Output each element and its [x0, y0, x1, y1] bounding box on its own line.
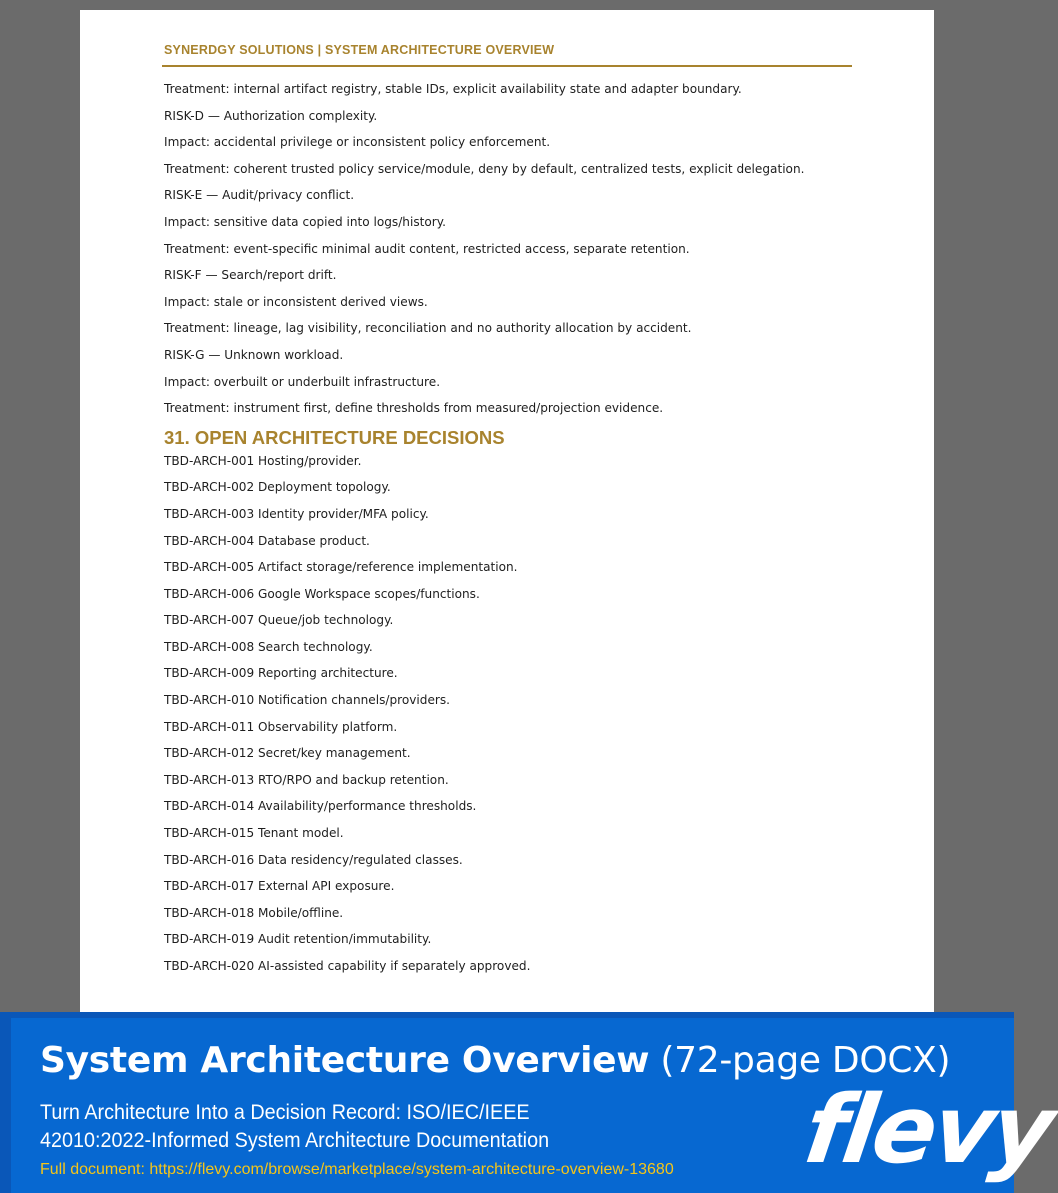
decision-line: TBD-ARCH-012 Secret/key management.: [164, 746, 411, 761]
risk-line: Impact: sensitive data copied into logs/history.: [164, 214, 447, 229]
decision-line: TBD-ARCH-006 Google Workspace scopes/functions.: [164, 586, 480, 601]
decision-line: TBD-ARCH-011 Observability platform.: [164, 719, 398, 734]
banner-subtitle: Turn Architecture Into a Decision Record: ISO/IEC/IEEE 42010:2022-Informed System Architecture Documentation: [40, 1100, 550, 1152]
decision-line: TBD-ARCH-008 Search technology.: [164, 639, 373, 654]
decision-line: TBD-ARCH-015 Tenant model.: [164, 826, 344, 841]
document-body: [164, 81, 864, 985]
risk-line: RISK-G — Unknown workload.: [164, 347, 344, 362]
promo-banner: [0, 1012, 1058, 1193]
decision-line: TBD-ARCH-019 Audit retention/immutability.: [164, 932, 432, 947]
decision-line: TBD-ARCH-013 RTO/RPO and backup retention.: [164, 772, 449, 787]
banner-title: [40, 1040, 950, 1081]
decision-line: TBD-ARCH-014 Availability/performance thresholds.: [164, 799, 477, 814]
decision-line: TBD-ARCH-017 External API exposure.: [164, 879, 395, 894]
decision-line: TBD-ARCH-007 Queue/job technology.: [164, 613, 394, 628]
decision-line: TBD-ARCH-020 AI-assisted capability if separately approved.: [164, 959, 531, 973]
risk-line: Treatment: coherent trusted policy service/module, deny by default, centralized tests, explicit delegation.: [164, 161, 805, 176]
document-page: [80, 10, 934, 1012]
risk-line: Impact: stale or inconsistent derived views.: [164, 294, 428, 309]
decision-line: TBD-ARCH-005 Artifact storage/reference implementation.: [164, 560, 518, 575]
running-header: SYNERDGY SOLUTIONS | SYSTEM ARCHITECTURE OVERVIEW: [164, 43, 555, 57]
decision-line: TBD-ARCH-004 Database product.: [164, 533, 370, 548]
risk-line: Impact: overbuilt or underbuilt infrastructure.: [164, 374, 441, 389]
risk-line: RISK-D — Authorization complexity.: [164, 108, 378, 123]
full-document-link[interactable]: Full document: https://flevy.com/browse/marketplace/system-architecture-overview-13680: [40, 1161, 674, 1178]
flevy-logo: flevy: [798, 1076, 1058, 1185]
decision-line: TBD-ARCH-016 Data residency/regulated classes.: [164, 852, 463, 867]
risk-line: RISK-E — Audit/privacy conflict.: [164, 188, 355, 203]
decision-line: TBD-ARCH-003 Identity provider/MFA policy.: [164, 506, 429, 521]
risk-line: Treatment: event-specific minimal audit content, restricted access, separate retention.: [164, 241, 690, 256]
decision-line: TBD-ARCH-018 Mobile/offline.: [164, 905, 344, 920]
risk-line: RISK-F — Search/report drift.: [164, 268, 337, 283]
risk-line: Treatment: internal artifact registry, stable IDs, explicit availability state and adapter boundary.: [164, 82, 742, 96]
decision-line: TBD-ARCH-001 Hosting/provider.: [164, 453, 362, 468]
decision-line: TBD-ARCH-010 Notification channels/providers.: [164, 693, 450, 708]
decision-line: TBD-ARCH-002 Deployment topology.: [164, 480, 391, 495]
risk-line: Treatment: instrument first, define thresholds from measured/projection evidence.: [164, 401, 664, 416]
header-rule: [162, 65, 852, 67]
section-heading: 31. OPEN ARCHITECTURE DECISIONS: [164, 426, 505, 448]
risk-line: Impact: accidental privilege or inconsistent policy enforcement.: [164, 135, 551, 150]
promo-banner-panel: [11, 1018, 1058, 1193]
risk-line: Treatment: lineage, lag visibility, reconciliation and no authority allocation by accident.: [164, 321, 692, 336]
decision-line: TBD-ARCH-009 Reporting architecture.: [164, 666, 398, 681]
banner-title-format: (72-page DOCX): [649, 1040, 951, 1081]
banner-title-main: System Architecture Overview: [40, 1040, 650, 1081]
